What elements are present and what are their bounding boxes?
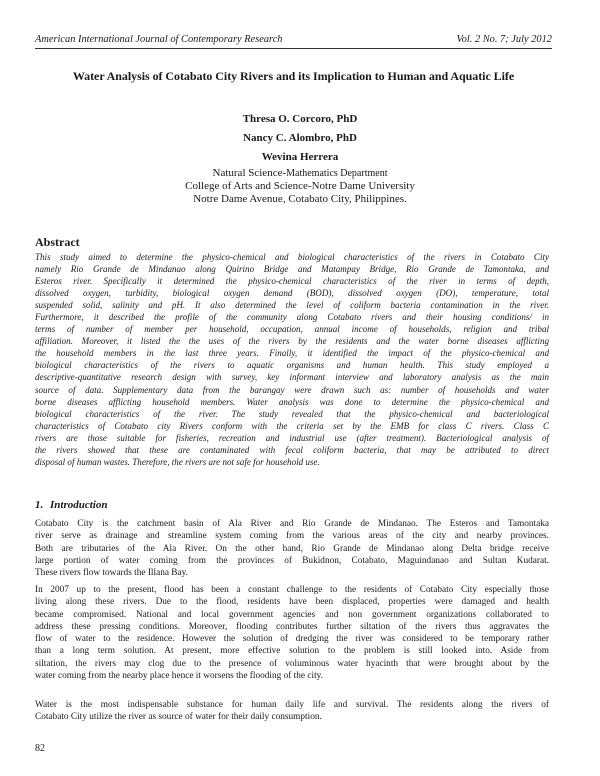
body-line: than a long term solution. At present, more effective solution to the problem is still looked into. Aside from: [35, 646, 549, 657]
body-line: Cotabato City utilize the river as source of water for their daily consumption.: [35, 712, 322, 723]
abstract-line: the rivers showed that these are contaminated with fecal coliform bacteria, that may be attributed to direct: [35, 444, 549, 455]
department-suffix: Mathematics Department: [286, 168, 388, 179]
abstract-line: suspended solid, salinity and pH. It also determined the level of coliform bacteria contamination in the river.: [35, 300, 549, 311]
body-line: became compromised. National and local government agencies and non government organizations collaborated to: [35, 609, 549, 620]
paper-title: Water Analysis of Cotabato City Rivers and its Implication to Human and Aquatic Life: [72, 69, 515, 83]
abstract-line: the household members in the last three years. Finally, it identified the impact of the physico-chemical and: [35, 348, 549, 359]
abstract-line: terms of number of member per household, occupation, annual income of households, religion and tribal: [35, 324, 549, 335]
abstract-body: [35, 251, 549, 468]
intro-paragraph-3: [35, 699, 549, 724]
volume-info: Vol. 2 No. 7; July 2012: [456, 34, 552, 45]
intro-paragraph-1: [35, 518, 549, 579]
author-list: [0, 110, 600, 167]
abstract-line: affiliation. Moreover, it listed the the uses of the rivers by the residents and the water borne diseases afflicting: [35, 336, 549, 347]
body-line: Cotabato City is the catchment basin of Ala River and Rio Grande de Mindanao. The Esteros and Tamontaka: [35, 519, 549, 529]
body-line: flow of water to the residence. However the solution of dredging the river was considered to be temporary rather: [35, 634, 549, 645]
body-line: Water is the most indispensable substance for human daily life and survival. The residents along the rivers of: [35, 700, 549, 710]
affiliation: [0, 167, 600, 207]
section-title: Introduction: [50, 499, 108, 511]
body-line: address these pressing conditions. Moreover, flooding contributes further siltation of the rivers thus aggravates the: [35, 621, 549, 632]
college: College of Arts and Science-Notre Dame University: [185, 180, 415, 193]
abstract-line: dissolved oxygen, turbidity, biological oxygen demand (BOD), dissolved oxygen (DO), temperature, total: [35, 288, 549, 299]
section-heading-introduction: [35, 499, 107, 511]
body-line: living along these rivers. Due to the flood, residents have been displaced, properties were damaged and health: [35, 597, 549, 608]
abstract-heading: Abstract: [35, 235, 80, 249]
abstract-line: namely Rio Grande de Mindanao along Quirino Bridge and Matampay Bridge, Rio Grande de Tamontaka, and: [35, 264, 549, 275]
abstract-line: rivers are those suitable for fisheries, recreation and industrial use (after treatment). Bacteriological analysis of: [35, 432, 549, 443]
abstract-line: Esteros river. Specifically it determined the physico-chemical characteristics of the river in terms of depth,: [35, 276, 549, 287]
abstract-line: disposal of human wastes. Therefore, the rivers are not safe for household use.: [35, 456, 320, 467]
intro-paragraph-2: [35, 584, 549, 682]
body-line: siltation, the rivers may clog due to the presence of voluminous water hyacinth that were brought about by the: [35, 658, 549, 669]
abstract-line: This study aimed to determine the physico-chemical and biological characteristics of the rivers in Cotabato City: [35, 252, 549, 262]
body-line: These rivers flow towards the Illana Bay.: [35, 568, 189, 579]
journal-name: American International Journal of Contemporary Research: [35, 34, 283, 45]
section-number: 1.: [35, 499, 44, 511]
department-prefix: Natural Science-: [212, 167, 287, 179]
author-name: Nancy C. Alombro, PhD: [243, 132, 357, 144]
body-line: large portion of water coming from the provinces of Bukidnon, Cotabato, Maguindanao and Sultan Kudarat.: [35, 555, 549, 566]
body-line: Both are tributaries of the Ala River. On the other hand, Rio Grande de Mindanao along Delta bridge receive: [35, 543, 549, 554]
body-line: water coming from the nearby place hence it worsens the flooding of the city.: [35, 671, 324, 682]
abstract-line: biological characteristics of the rivers to aquatic organisms and human health. This study employed a: [35, 360, 549, 371]
abstract-line: Furthermore, it described the profile of the community along Cotabato rivers and their housing conditions/ in: [35, 312, 549, 323]
abstract-line: biological characteristics of the river. The study revealed that the physico-chemical and bacteriological: [35, 408, 549, 419]
body-line: river serve as drainage and streamline system coming from the various areas of the city and nearby provinces.: [35, 531, 549, 542]
running-header: [35, 34, 552, 48]
abstract-line: descriptive-quantitative research design with survey, key informant interview and laboratory analysis as the main: [35, 372, 549, 383]
page-number: 82: [35, 743, 45, 754]
header-rule: [35, 48, 552, 49]
abstract-line: characteristics of Cotabato city Rivers conform with the criteria set by the EMB for class C rivers. Class C: [35, 420, 549, 431]
department: [0, 167, 600, 180]
body-line: In 2007 up to the present, flood has been a constant challenge to the residents of Cotabato City especially those: [35, 585, 549, 595]
address: Notre Dame Avenue, Cotabato City, Philippines.: [193, 193, 407, 206]
author-name: Wevina Herrera: [261, 151, 339, 163]
author-name: Thresa O. Corcoro, PhD: [242, 113, 358, 125]
abstract-line: source of data. Supplementary data from the barangay were drawn such as: number of households and water: [35, 384, 549, 395]
abstract-line: borne diseases afflicting household members. Water analysis was done to determine the physico-chemical and: [35, 396, 549, 407]
